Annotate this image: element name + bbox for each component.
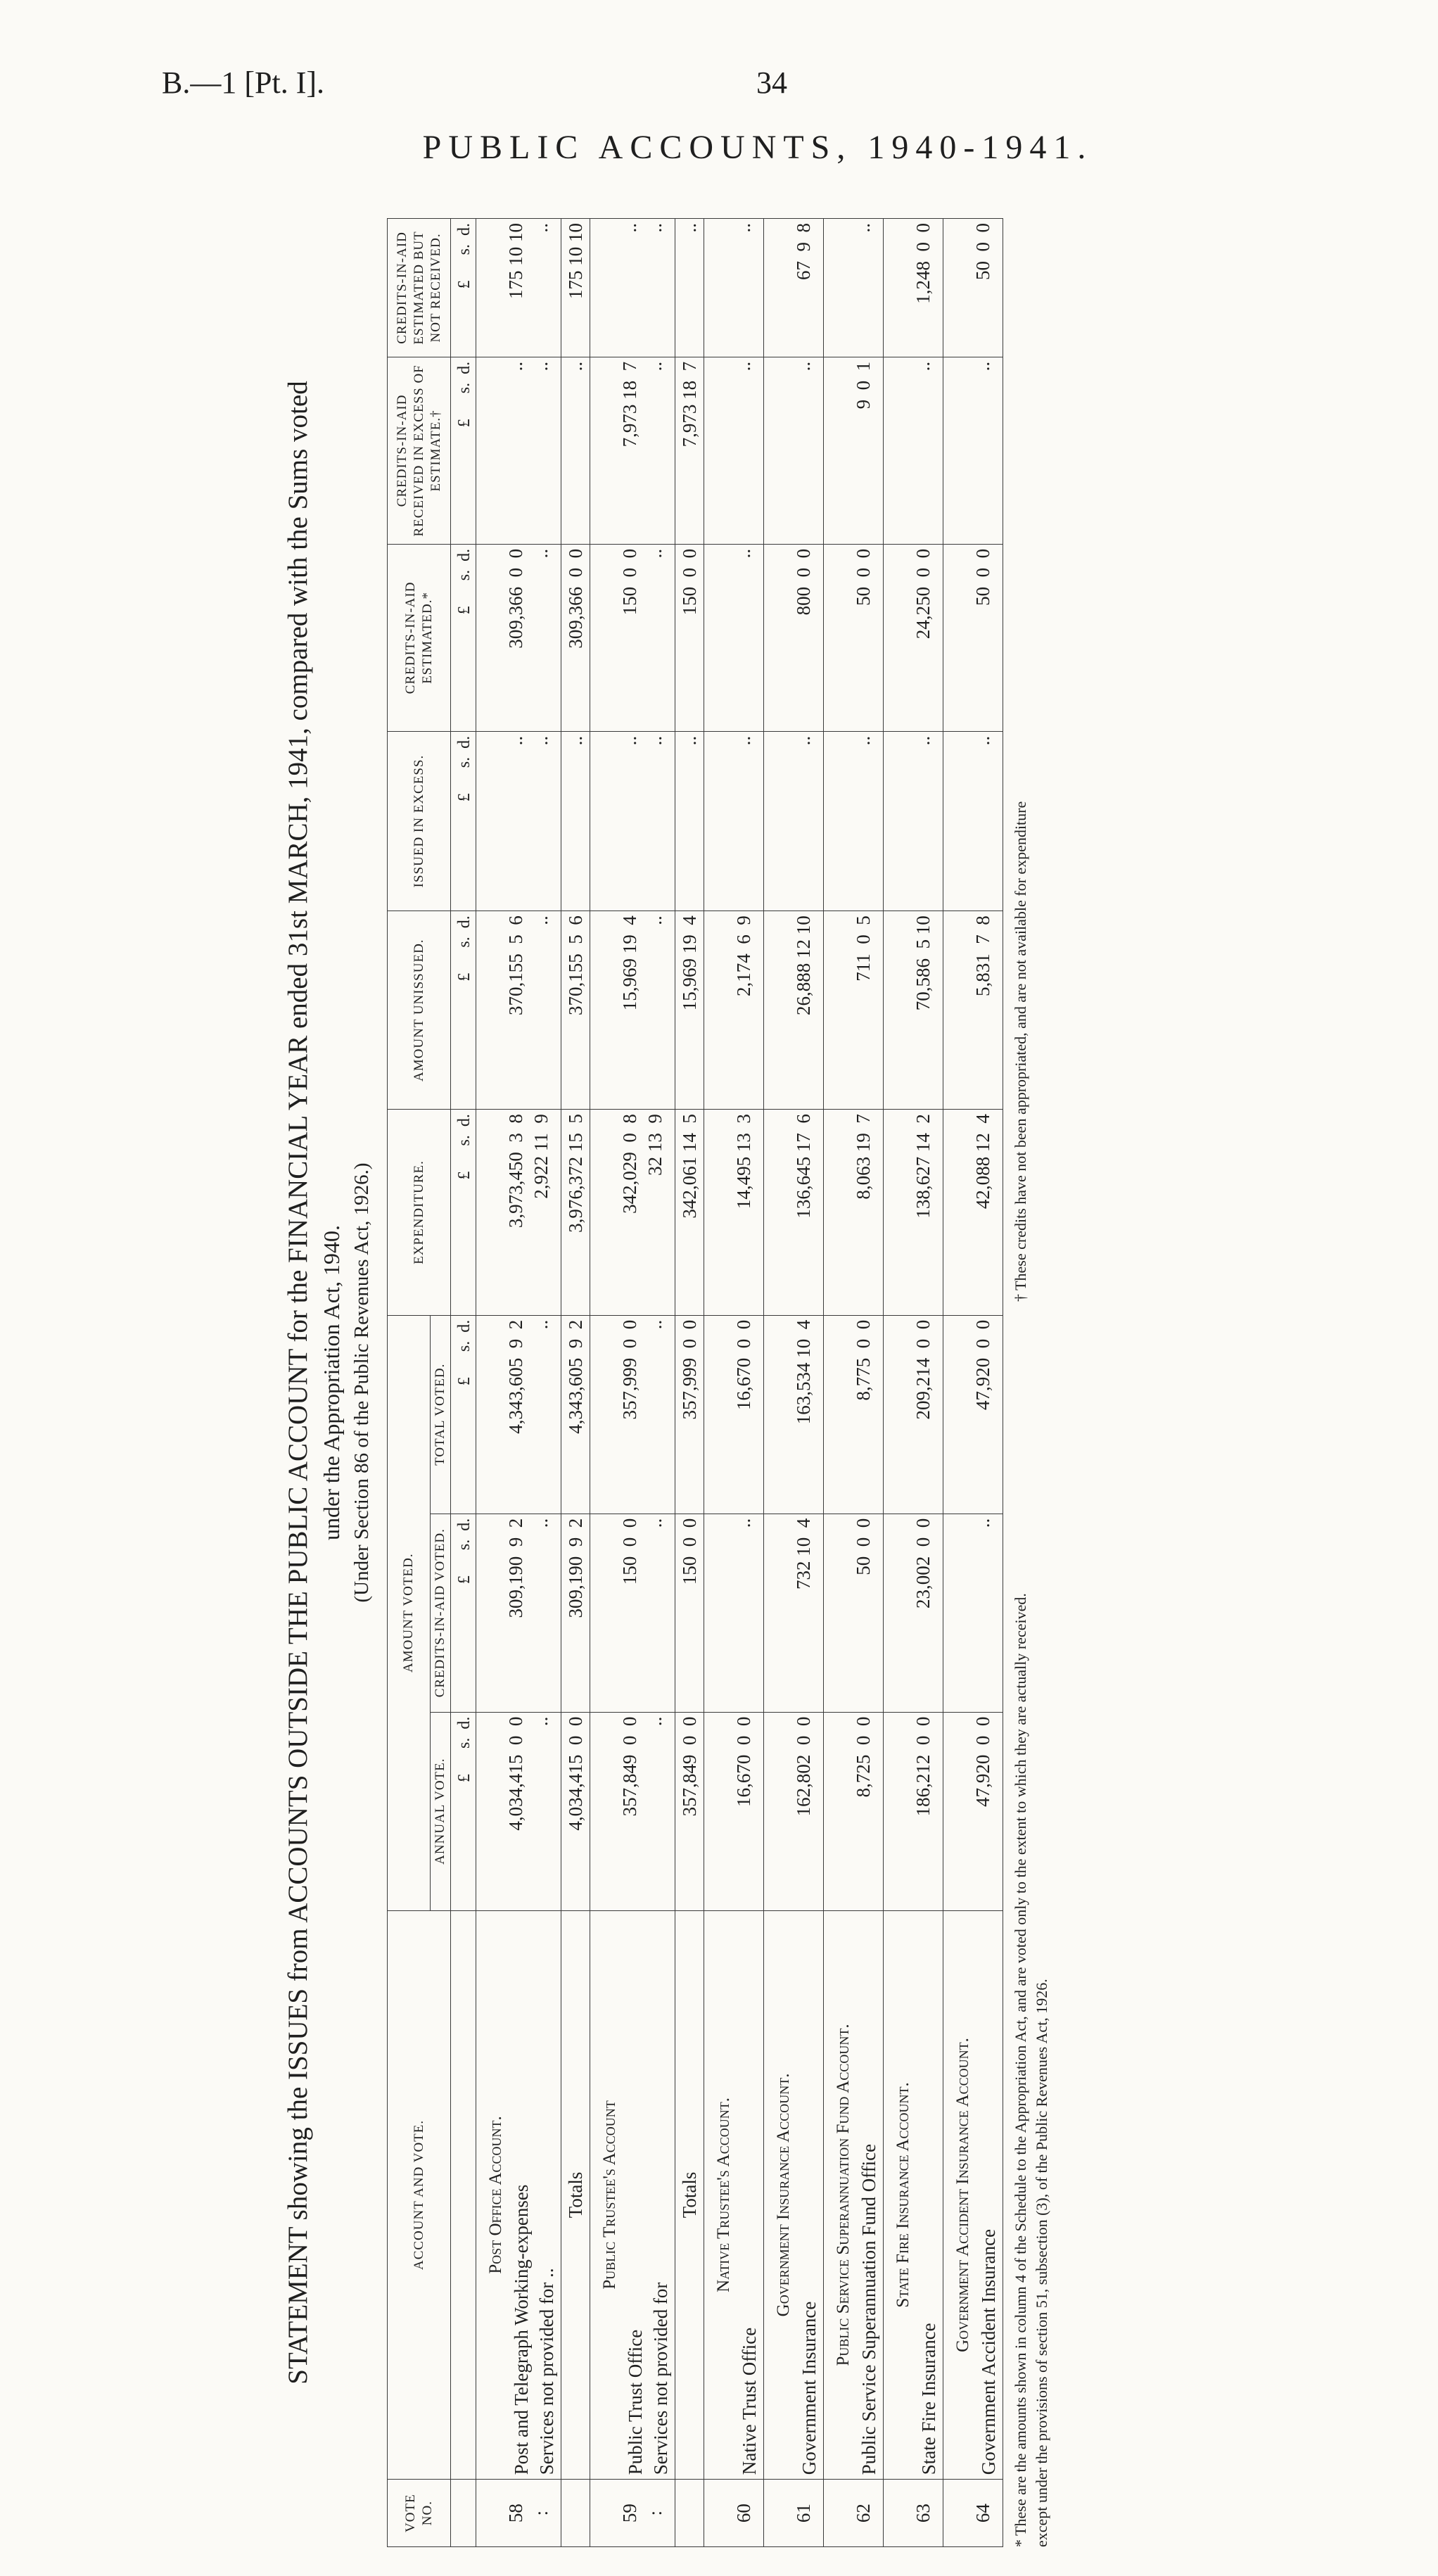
vote-number [476,2480,561,2547]
amount-unissued-value: 711 0 5 [853,915,874,982]
vote-item-label: Public Service Superannuation Fund Office [858,2143,879,2475]
expenditure-value: 3,973,450 3 8 [505,1114,526,1229]
credits-in-aid-not-received-value: .. [733,223,754,233]
credits-in-aid-estimated-value: 800 0 0 [793,548,814,616]
credits-in-aid-voted-value: .. [644,1518,666,1537]
credits-in-aid-received-value: .. [565,361,586,372]
total-voted-value: 357,999 0 0 [619,1319,640,1420]
account-and-vote-cell [590,1910,675,2480]
credits-in-aid-received-cell [476,357,561,544]
credits-in-aid-voted-value: 309,190 9 2 [565,1518,586,1618]
credits-in-aid-estimated-cell [675,544,704,731]
credits-in-aid-estimated-cell [704,544,764,731]
credits-in-aid-voted-value: 732 10 4 [793,1518,814,1590]
credits-in-aid-not-received-value: .. [644,223,666,233]
expenditure-value: 138,627 14 2 [912,1114,934,1219]
credits-in-aid-received-cell [704,357,764,544]
account-and-vote-cell [943,1910,1003,2480]
total-voted-value: 163,534 10 4 [793,1319,814,1425]
vote-number-value: 64 [972,2504,993,2523]
total-voted-value: 4,343,605 9 2 [505,1319,526,1434]
page-reference: B.—1 [Pt. I]. [162,65,324,100]
credits-in-aid-not-received-cell [476,219,561,357]
credits-in-aid-received-value: .. [530,361,552,372]
credits-in-aid-not-received-cell [675,219,704,357]
issued-in-excess-value: .. [530,735,552,746]
vote-row [590,219,675,2547]
vote-number [884,2480,943,2547]
col-issued-in-excess: ISSUED IN EXCESS. [388,731,451,911]
annual-vote-cell [561,1712,590,1910]
credits-in-aid-received-value: .. [793,361,814,372]
issued-in-excess-value: .. [644,735,666,746]
expenditure-cell [476,1110,561,1316]
money-unit: £ s. d. [451,1110,476,1316]
issued-in-excess-value: .. [619,735,640,746]
vote-item-label: Services not provided for .. [536,2268,557,2475]
credits-in-aid-received-value: .. [733,361,754,372]
expenditure-cell [764,1110,824,1316]
annual-vote-cell [884,1712,943,1910]
vote-number [824,2480,884,2547]
credits-in-aid-voted-value: .. [530,1518,552,1537]
issued-in-excess-value: .. [565,735,586,746]
expenditure-cell [590,1110,675,1316]
amount-unissued-value: 26,888 12 10 [793,915,814,1015]
annual-vote-value: 4,034,415 0 0 [565,1716,586,1831]
annual-vote-value: .. [644,1716,666,1736]
vote-number-value: 61 [793,2504,814,2523]
annual-vote-cell [590,1712,675,1910]
col-expenditure: EXPENDITURE. [388,1110,451,1316]
credits-in-aid-voted-cell [476,1514,561,1712]
vote-item-label: Services not provided for [650,2282,671,2475]
page-header [162,65,1351,107]
money-unit: £ s. d. [451,357,476,544]
credits-in-aid-voted-value: 150 0 0 [679,1518,700,1585]
issued-in-excess-cell [675,731,704,911]
expenditure-value: 342,029 0 8 [619,1114,640,1214]
totals-row [675,219,704,2547]
vote-item-label: Government Accident Insurance [978,2228,999,2475]
vote-number [764,2480,824,2547]
credits-in-aid-not-received-cell [561,219,590,357]
amount-unissued-value: .. [644,915,666,935]
amount-unissued-value: .. [530,915,552,935]
amount-unissued-cell [764,911,824,1110]
expenditure-value: 14,495 13 3 [733,1114,754,1210]
credits-in-aid-received-cell [824,357,884,544]
annual-vote-value: 357,849 0 0 [679,1716,700,1817]
credits-in-aid-voted-value: 50 0 0 [853,1518,874,1575]
footnote-star-continued: except under the provisions of section 51, subsection (3), of the Public Revenues Act, 1926. [1033,1979,1050,2547]
expenditure-cell [824,1110,884,1316]
issued-in-excess-value: .. [733,735,754,746]
credits-in-aid-voted-value: .. [733,1518,754,1528]
vote-item-label: Public Trust Office [625,2329,646,2475]
credits-in-aid-not-received-cell [704,219,764,357]
annual-vote-value: 47,920 0 0 [972,1716,993,1807]
credits-in-aid-not-received-cell [884,219,943,357]
credits-in-aid-estimated-cell [561,544,590,731]
amount-unissued-value: 370,155 5 6 [505,915,526,1015]
credits-in-aid-estimated-cell [764,544,824,731]
credits-in-aid-not-received-value: .. [530,223,552,233]
vote-row [824,219,884,2547]
expenditure-value: 32 13 9 [644,1114,666,1176]
amount-unissued-cell [884,911,943,1110]
expenditure-cell [561,1110,590,1316]
page-title: PUBLIC ACCOUNTS, 1940-1941. [422,129,1093,166]
money-unit: £ s. d. [451,1514,476,1712]
total-voted-cell [561,1315,590,1514]
expenditure-value: 3,976,372 15 5 [565,1114,586,1233]
col-credits-in-aid-voted: CREDITS-IN-AID VOTED. [431,1514,451,1712]
col-annual-vote: ANNUAL VOTE. [431,1712,451,1910]
expenditure-value: 2,922 11 9 [530,1114,552,1199]
credits-in-aid-voted-cell [943,1514,1003,1712]
credits-in-aid-estimated-value: .. [530,548,552,568]
credits-in-aid-not-received-value: 67 9 8 [793,223,814,280]
vote-number [675,2480,704,2547]
credits-in-aid-voted-cell [764,1514,824,1712]
money-unit-row [451,219,476,2547]
col-account-and-vote: ACCOUNT AND VOTE. [388,1910,451,2480]
money-unit: £ s. d. [451,219,476,357]
expenditure-cell [884,1110,943,1316]
amount-unissued-cell [561,911,590,1110]
amount-unissued-cell [675,911,704,1110]
credits-in-aid-estimated-cell [476,544,561,731]
vote-row [943,219,1003,2547]
vote-number [561,2480,590,2547]
issued-in-excess-value: .. [505,735,526,746]
footnote-star: * These are the amounts shown in column 4 of the Schedule to the Appropriation Act, and are voted only to the extent to which they are actually received. [1012,1593,1029,2547]
total-voted-value: 4,343,605 9 2 [565,1319,586,1434]
credits-in-aid-not-received-value: 50 0 0 [972,223,993,280]
issued-in-excess-cell [943,731,1003,911]
annual-vote-value: .. [530,1716,552,1736]
issued-in-excess-value: .. [793,735,814,746]
vote-number-value: 62 [853,2504,874,2523]
vote-item-label: Government Insurance [798,2301,820,2475]
expenditure-value: 42,088 12 4 [972,1114,993,1210]
issues-table [387,218,1003,2547]
credits-in-aid-not-received-value: 175 10 10 [565,223,586,299]
credits-in-aid-received-value: 7,973 18 7 [619,361,640,448]
amount-unissued-cell [476,911,561,1110]
annual-vote-value: 357,849 0 0 [619,1716,640,1817]
annual-vote-cell [704,1712,764,1910]
account-name: Public Trustee's Account [600,2100,619,2290]
total-voted-cell [476,1315,561,1514]
col-total-voted: TOTAL VOTED. [431,1315,451,1514]
account-and-vote-cell [561,1910,590,2480]
expenditure-cell [675,1110,704,1316]
money-unit: £ s. d. [451,1315,476,1514]
amount-unissued-value: 70,586 5 10 [912,915,934,1011]
annual-vote-cell [476,1712,561,1910]
account-name: Government Insurance Account. [774,2073,793,2317]
credits-in-aid-voted-value: 150 0 0 [619,1518,640,1585]
issued-in-excess-cell [590,731,675,911]
credits-in-aid-received-cell [675,357,704,544]
issued-in-excess-cell [764,731,824,911]
vote-number-value: : [530,2510,552,2516]
amount-unissued-value: 15,969 19 4 [679,915,700,1011]
credits-in-aid-voted-cell [704,1514,764,1712]
issued-in-excess-cell [476,731,561,911]
account-name: State Fire Insurance Account. [893,2082,912,2308]
statement-authority: (Under Section 86 of the Public Revenues Act, 1926.) [350,1162,373,1603]
vote-row [764,219,824,2547]
account-and-vote-cell [675,1910,704,2480]
footnotes [1010,218,1052,2547]
credits-in-aid-estimated-value: .. [644,548,666,568]
credits-in-aid-not-received-cell [764,219,824,357]
totals-row [561,219,590,2547]
expenditure-cell [943,1110,1003,1316]
credits-in-aid-estimated-value: 24,250 0 0 [912,548,934,640]
vote-number [590,2480,675,2547]
totals-label: Totals [565,2171,586,2219]
amount-unissued-cell [824,911,884,1110]
annual-vote-cell [943,1712,1003,1910]
annual-vote-value: 186,212 0 0 [912,1716,934,1817]
statement-heading: STATEMENT showing the ISSUES from ACCOUNTS OUTSIDE THE PUBLIC ACCOUNT for the FINANCIAL YEAR ended 31st MARCH, 1941, compared with the Sums voted [283,381,313,2385]
col-credits-in-aid-estimated: CREDITS-IN-AID ESTIMATED.* [388,544,451,731]
account-name: Public Service Superannuation Fund Account. [834,2024,853,2366]
credits-in-aid-not-received-cell [590,219,675,357]
credits-in-aid-received-value: 7,973 18 7 [679,361,700,448]
credits-in-aid-received-value: .. [972,361,993,372]
vote-number-value: 60 [733,2504,754,2523]
total-voted-cell [704,1315,764,1514]
credits-in-aid-voted-cell [675,1514,704,1712]
credits-in-aid-received-value: 9 0 1 [853,361,874,410]
credits-in-aid-received-value: .. [912,361,934,372]
vote-item-label: State Fire Insurance [918,2323,939,2475]
account-and-vote-cell [824,1910,884,2480]
vote-row [884,219,943,2547]
annual-vote-value: 4,034,415 0 0 [505,1716,526,1831]
total-voted-value: 209,214 0 0 [912,1319,934,1420]
issued-in-excess-value: .. [972,735,993,746]
amount-unissued-value: 2,174 6 9 [733,915,754,996]
credits-in-aid-voted-cell [824,1514,884,1712]
total-voted-value: 16,670 0 0 [733,1319,754,1411]
total-voted-cell [884,1315,943,1514]
total-voted-cell [675,1315,704,1514]
footnote-dagger: † These credits have not been appropriated, and are not available for expenditure [1012,801,1029,1302]
credits-in-aid-estimated-value: 150 0 0 [679,548,700,616]
annual-vote-value: 16,670 0 0 [733,1716,754,1807]
credits-in-aid-received-value: .. [505,361,526,372]
credits-in-aid-not-received-value: .. [619,223,640,233]
expenditure-value: 8,063 19 7 [853,1114,874,1200]
credits-in-aid-voted-cell [561,1514,590,1712]
issued-in-excess-cell [884,731,943,911]
col-amount-voted: AMOUNT VOTED. [388,1315,431,1910]
credits-in-aid-estimated-value: 50 0 0 [972,548,993,606]
credits-in-aid-received-value: .. [644,361,666,372]
vote-number [943,2480,1003,2547]
vote-number-value: 58 [505,2504,526,2523]
vote-row [476,219,561,2547]
total-voted-value: 357,999 0 0 [679,1319,700,1420]
vote-item-label: Post and Telegraph Working-expenses [511,2184,532,2475]
credits-in-aid-received-cell [943,357,1003,544]
vote-number-value: : [644,2510,666,2516]
money-unit: £ s. d. [451,544,476,731]
col-credits-in-aid-not-received: CREDITS-IN-AID ESTIMATED BUT NOT RECEIVED. [388,219,451,357]
money-unit: £ s. d. [451,1712,476,1910]
amount-unissued-cell [704,911,764,1110]
issued-in-excess-cell [824,731,884,911]
annual-vote-cell [824,1712,884,1910]
vote-row [704,219,764,2547]
credits-in-aid-estimated-cell [943,544,1003,731]
total-voted-cell [764,1315,824,1514]
vote-number-value: 63 [912,2504,934,2523]
credits-in-aid-received-cell [884,357,943,544]
expenditure-value: 136,645 17 6 [793,1114,814,1219]
amount-unissued-value: 5,831 7 8 [972,915,993,996]
annual-vote-cell [675,1712,704,1910]
total-voted-cell [590,1315,675,1514]
amount-unissued-value: 15,969 19 4 [619,915,640,1011]
table-body [451,219,1003,2547]
issued-in-excess-value: .. [912,735,934,746]
account-name: Government Accident Insurance Account. [953,2038,972,2352]
total-voted-value: 47,920 0 0 [972,1319,993,1411]
credits-in-aid-estimated-value: 309,366 0 0 [505,548,526,649]
credits-in-aid-estimated-value: 150 0 0 [619,548,640,616]
credits-in-aid-voted-value: 23,002 0 0 [912,1518,934,1609]
amount-unissued-cell [590,911,675,1110]
credits-in-aid-not-received-cell [943,219,1003,357]
account-name: Native Trustee's Account. [714,2098,733,2292]
total-voted-cell [943,1315,1003,1514]
credits-in-aid-voted-value: 309,190 9 2 [505,1518,526,1618]
col-credits-in-aid-received: CREDITS-IN-AID RECEIVED IN EXCESS OF ESTIMATE.† [388,357,451,544]
credits-in-aid-not-received-cell [824,219,884,357]
expenditure-cell [704,1110,764,1316]
total-voted-cell [824,1315,884,1514]
credits-in-aid-estimated-value: .. [733,548,754,559]
credits-in-aid-estimated-value: 309,366 0 0 [565,548,586,649]
credits-in-aid-voted-value: .. [972,1518,993,1528]
annual-vote-cell [764,1712,824,1910]
col-amount-unissued: AMOUNT UNISSUED. [388,911,451,1110]
issued-in-excess-cell [561,731,590,911]
credits-in-aid-received-cell [764,357,824,544]
statement-subheading: under the Appropriation Act, 1940. [319,1225,344,1540]
total-voted-value: .. [530,1319,552,1339]
issued-in-excess-value: .. [853,735,874,746]
vote-number-value: 59 [619,2504,640,2523]
credits-in-aid-not-received-value: 1,248 0 0 [912,223,934,304]
credits-in-aid-not-received-value: 175 10 10 [505,223,526,299]
credits-in-aid-estimated-value: 50 0 0 [853,548,874,606]
total-voted-value: .. [644,1319,666,1339]
credits-in-aid-estimated-cell [824,544,884,731]
account-and-vote-cell [764,1910,824,2480]
account-and-vote-cell [884,1910,943,2480]
annual-vote-value: 162,802 0 0 [793,1716,814,1817]
vote-item-label: Native Trust Office [739,2327,760,2475]
credits-in-aid-not-received-value: .. [679,223,700,233]
amount-unissued-cell [943,911,1003,1110]
money-unit: £ s. d. [451,911,476,1110]
money-unit: £ s. d. [451,731,476,911]
page-number: 34 [756,65,787,100]
account-and-vote-cell [704,1910,764,2480]
issued-in-excess-cell [704,731,764,911]
total-voted-value: 8,775 0 0 [853,1319,874,1401]
expenditure-value: 342,061 14 5 [679,1114,700,1219]
vote-number [704,2480,764,2547]
col-vote-no: VOTE NO. [388,2480,451,2547]
account-and-vote-cell [476,1910,561,2480]
totals-label: Totals [679,2171,700,2219]
issued-in-excess-value: .. [679,735,700,746]
annual-vote-value: 8,725 0 0 [853,1716,874,1798]
credits-in-aid-estimated-cell [590,544,675,731]
credits-in-aid-estimated-cell [884,544,943,731]
credits-in-aid-received-cell [590,357,675,544]
credits-in-aid-voted-cell [590,1514,675,1712]
amount-unissued-value: 370,155 5 6 [565,915,586,1015]
credits-in-aid-voted-cell [884,1514,943,1712]
statement-landscape-block [281,218,1238,2547]
credits-in-aid-received-cell [561,357,590,544]
credits-in-aid-not-received-value: .. [853,223,874,233]
account-name: Post Office Account. [486,2116,505,2274]
